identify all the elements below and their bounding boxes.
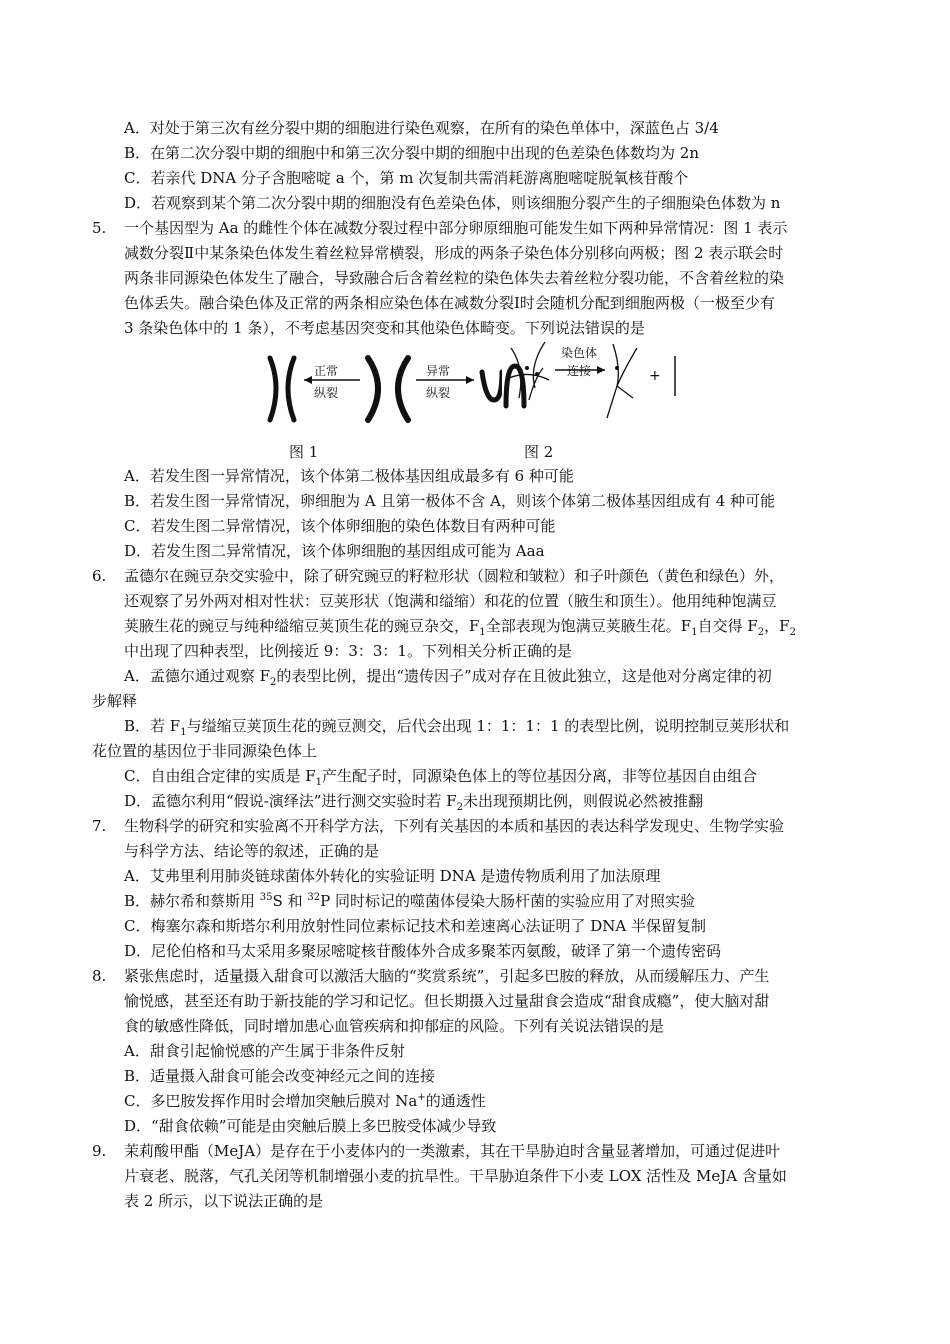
q6-option-c-part-a: C．自由组合定律的实质是 F xyxy=(124,767,316,785)
superscript: 32 xyxy=(307,892,321,903)
q6-option-c-part-b: 产生配子时，同源染色体上的等位基因分离，非等位基因自由组合 xyxy=(322,767,758,785)
subscript: 1 xyxy=(315,777,323,788)
q8-option-c-part-a: C．多巴胺发挥作用时会增加突触后膜对 Na xyxy=(124,1092,418,1110)
q6-option-a-part-a: A．孟德尔通过观察 F xyxy=(124,667,271,685)
fig2-arrow-bottom-label: 连接 xyxy=(567,364,592,378)
q8-number: 8. xyxy=(92,967,107,985)
q8-option-a: A．甜食引起愉悦感的产生属于非条件反射 xyxy=(124,1042,405,1060)
q7-option-d: D．尼伦伯格和马太采用多聚尿嘧啶核苷酸体外合成多聚苯丙氨酸，破译了第一个遗传密码 xyxy=(124,942,722,960)
q5-option-c: C．若发生图二异常情况，该个体卵细胞的染色体数目有两种可能 xyxy=(124,517,556,535)
fig2-arrow-top-label: 染色体 xyxy=(561,346,598,360)
q6-stem-line-3 xyxy=(124,614,796,638)
q7-option-c: C．梅塞尔森和斯塔尔利用放射性同位素标记技术和差速离心法证明了 DNA 半保留复制 xyxy=(124,917,707,935)
q6-option-a-part-b: 的表型比例，提出“遗传因子”成对存在且彼此独立，这是他对分离定律的初 xyxy=(276,667,772,685)
figure-1-drawing xyxy=(262,350,502,428)
q7-stem-line-2: 与科学方法、结论等的叙述，正确的是 xyxy=(124,842,380,860)
q7-option-b-part-c: P 同时标记的噬菌体侵染大肠杆菌的实验应用了对照实验 xyxy=(320,892,695,910)
q8-option-d: D．“甜食依赖”可能是由突触后膜上多巴胺受体减少导致 xyxy=(124,1117,497,1135)
subscript: 2 xyxy=(270,677,277,688)
q6-option-b-part-b: 与缢缩豆荚顶生花的豌豆测交，后代会出现 1：1：1：1 的表型比例，说明控制豆荚形状和 xyxy=(186,717,790,735)
q9-stem-line-2: 片衰老、脱落，气孔关闭等机制增强小麦的抗旱性。干旱胁迫条件下小麦 LOX 活性及 MeJA 含量如 xyxy=(124,1167,787,1185)
q6-stem-line-1: 孟德尔在豌豆杂交实验中，除了研究豌豆的籽粒形状（圆粒和皱粒）和子叶颜色（黄色和绿色）外， xyxy=(124,567,785,585)
subscript: 2 xyxy=(456,802,463,813)
fig1-arrow1-top-label: 正常 xyxy=(314,364,339,378)
q4-option-a: A．对处于第三次有丝分裂中期的细胞进行染色观察，在所有的染色单体中，深蓝色占 3/4 xyxy=(124,119,719,137)
fig1-arrow1-bottom-label: 纵裂 xyxy=(314,386,339,400)
q6-stem-line-4: 中出现了四种表型，比例接近 9：3：3：1。下列相关分析正确的是 xyxy=(124,642,572,660)
figure-2 xyxy=(505,338,695,428)
q8-stem-line-2: 愉悦感，甚至还有助于新技能的学习和记忆。但长期摄入过量甜食会造成“甜食成瘾”，使大脑对甜 xyxy=(124,992,770,1010)
q6-option-a-line-2: 步解释 xyxy=(92,692,138,710)
q9-number: 9. xyxy=(92,1142,107,1160)
q6-stem-line-2: 还观察了另外两对相对性状：豆荚形状（饱满和缢缩）和花的位置（腋生和顶生）。他用纯种饱满豆 xyxy=(124,592,777,610)
q7-option-a: A．艾弗里利用肺炎链球菌体外转化的实验证明 DNA 是遗传物质利用了加法原理 xyxy=(124,867,661,885)
q6-option-d xyxy=(124,789,703,813)
q5-option-a: A．若发生图一异常情况，该个体第二极体基因组成最多有 6 种可能 xyxy=(124,467,574,485)
q5-stem-line-1: 一个基因型为 Aa 的雌性个体在减数分裂过程中部分卵原细胞可能发生如下两种异常情况：图 1 表示 xyxy=(124,219,788,237)
q5-stem-line-3: 两条非同源染色体发生了融合，导致融合后含着丝粒的染色体失去着丝粒分裂功能，不含着丝粒的染 xyxy=(124,269,785,287)
q9-stem-line-1: 茉莉酸甲酯（MeJA）是存在于小麦体内的一类激素，其在干旱胁迫时含量显著增加，可通过促进叶 xyxy=(124,1142,781,1160)
q7-stem-line-1: 生物科学的研究和实验离不开科学方法，下列有关基因的本质和基因的表达科学发现史、生物学实验 xyxy=(124,817,785,835)
q6-number: 6. xyxy=(92,567,107,585)
q8-stem-line-1: 紧张焦虑时，适量摄入甜食可以激活大脑的“奖赏系统”，引起多巴胺的释放，从而缓解压力、产生 xyxy=(124,967,770,985)
figure-2-drawing xyxy=(505,338,695,428)
q8-option-c-part-b: 的通透性 xyxy=(425,1092,486,1110)
fig2-plus-sign: + xyxy=(649,368,661,384)
q8-stem-line-3: 食的敏感性降低，同时增加患心血管疾病和抑郁症的风险。下列有关说法错误的是 xyxy=(124,1017,665,1035)
q5-number: 5. xyxy=(92,219,107,237)
fig1-arrow2-bottom-label: 纵裂 xyxy=(426,386,451,400)
q5-option-b: B．若发生图一异常情况，卵细胞为 A 且第一极体不含 A，则该个体第二极体基因组成有 4 种可能 xyxy=(124,492,776,510)
q5-stem-line-4: 色体丢失。融合染色体及正常的两条相应染色体在减数分裂Ⅰ时会随机分配到细胞两极（一极至少有 xyxy=(124,294,775,312)
figure-1-label: 图 1 xyxy=(289,443,319,461)
q5-stem-line-2: 减数分裂Ⅱ中某条染色体发生着丝粒异常横裂，形成的两条子染色体分别移向两极；图 2 表示联会时 xyxy=(124,244,784,262)
q8-option-b: B．适量摄入甜食可能会改变神经元之间的连接 xyxy=(124,1067,436,1085)
q8-option-c xyxy=(124,1089,486,1113)
subscript: 1 xyxy=(180,727,187,738)
q9-stem-line-3: 表 2 所示，以下说法正确的是 xyxy=(124,1192,324,1210)
figure-1 xyxy=(262,350,502,428)
q4-option-c: C．若亲代 DNA 分子含胞嘧啶 a 个，第 m 次复制共需消耗游离胞嘧啶脱氧核苷酸个 xyxy=(124,169,689,187)
q5-stem-line-5: 3 条染色体中的 1 条），不考虑基因突变和其他染色体畸变。下列说法错误的是 xyxy=(124,319,645,337)
q6-option-d-part-b: 未出现预期比例，则假说必然被推翻 xyxy=(463,792,704,810)
q5-option-d: D．若发生图二异常情况，该个体卵细胞的基因组成可能为 Aaa xyxy=(124,542,545,560)
q6-option-d-part-a: D．孟德尔利用“假说-演绎法”进行测交实验时若 F xyxy=(124,792,457,810)
q6-stem3-part-c: 自交得 F xyxy=(697,617,758,635)
q6-stem3-part-a: 荚腋生花的豌豆与纯种缢缩豆荚顶生花的豌豆杂交，F xyxy=(124,617,480,635)
q7-option-b-part-b: S 和 xyxy=(272,892,308,910)
q6-stem3-part-d: ，F xyxy=(764,617,790,635)
superscript: + xyxy=(417,1092,426,1103)
figure-2-label: 图 2 xyxy=(524,443,554,461)
q6-option-c xyxy=(124,764,757,788)
q6-stem3-part-b: 全部表现为饱满豆荚腋生花。F xyxy=(485,617,692,635)
q7-option-b xyxy=(124,889,695,913)
q6-option-a-line-1 xyxy=(124,664,772,688)
subscript: 1 xyxy=(479,627,486,638)
q4-option-d: D．若观察到某个第二次分裂中期的细胞没有色差染色体，则该细胞分裂产生的子细胞染色体数为 n xyxy=(124,194,781,212)
q7-option-b-part-a: B．赫尔希和蔡斯用 xyxy=(124,892,260,910)
q6-option-b-part-a: B．若 F xyxy=(124,717,181,735)
subscript: 2 xyxy=(757,627,765,638)
superscript: 35 xyxy=(259,892,273,903)
fig1-arrow2-top-label: 异常 xyxy=(426,364,451,378)
subscript: 1 xyxy=(691,627,698,638)
subscript: 2 xyxy=(789,627,796,638)
q6-option-b-line-1 xyxy=(124,714,789,738)
q6-option-b-line-2: 花位置的基因位于非同源染色体上 xyxy=(92,742,318,760)
q7-number: 7. xyxy=(92,817,107,835)
q4-option-b: B．在第二次分裂中期的细胞中和第三次分裂中期的细胞中出现的色差染色体数均为 2n xyxy=(124,144,699,162)
